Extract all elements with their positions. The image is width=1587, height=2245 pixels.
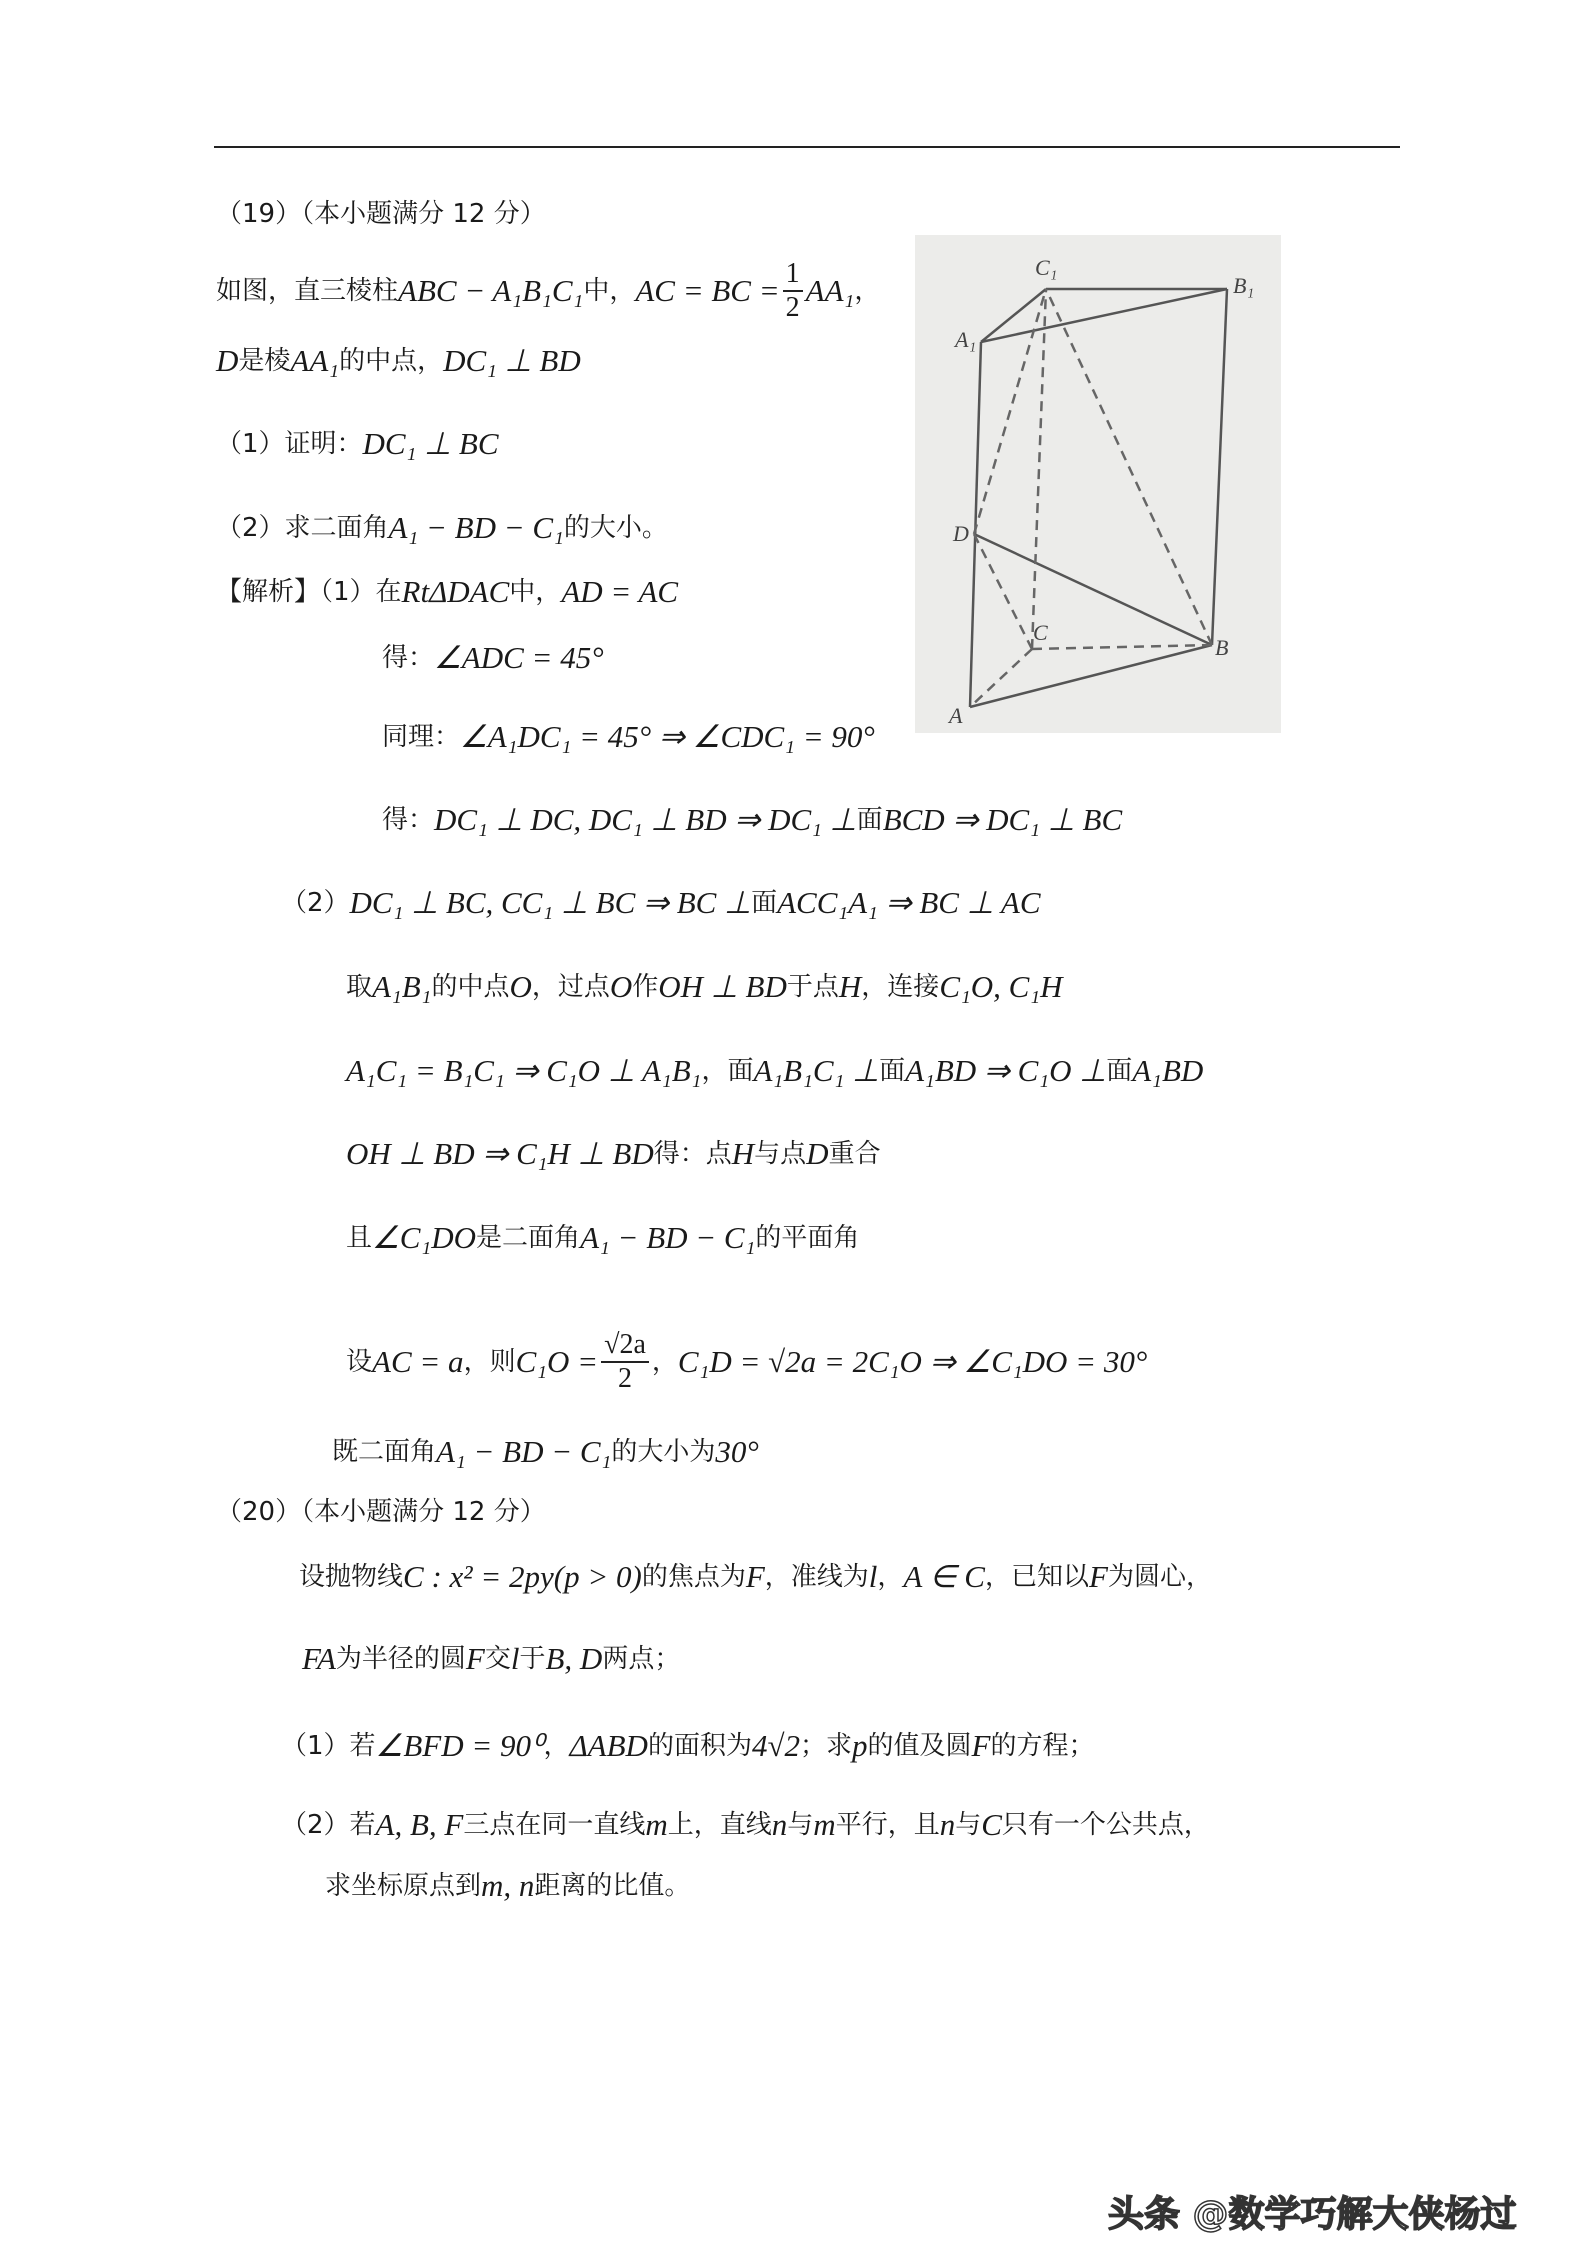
label-a: A — [949, 703, 963, 728]
text-line — [299, 1557, 1212, 1597]
math-expression: DC₁ ⊥ BD — [443, 343, 581, 378]
text-line — [216, 424, 499, 464]
math-expression: H — [838, 969, 862, 1004]
text-line — [216, 508, 668, 548]
math-expression: m, n — [481, 1868, 535, 1903]
text-segment: 同理： — [382, 722, 461, 752]
text-segment: ， — [651, 1347, 678, 1377]
text-segment: 中， — [583, 276, 636, 306]
text-segment: ，已知以 — [984, 1562, 1089, 1592]
math-expression: F — [465, 1641, 485, 1676]
math-expression: RtΔDAC — [401, 574, 510, 609]
text-segment: 的平面角 — [755, 1223, 860, 1253]
math-expression: m — [645, 1807, 668, 1842]
label-c: C — [1033, 620, 1048, 645]
text-segment: （2）求二面角 — [216, 513, 389, 543]
text-segment: 的焦点为 — [641, 1562, 746, 1592]
edge-a1-b1 — [981, 289, 1227, 342]
text-segment: 面 — [751, 888, 778, 918]
fraction-numerator: 1 — [783, 258, 803, 292]
text-segment: 与 — [955, 1810, 982, 1840]
edge-a-b — [970, 645, 1212, 707]
text-segment: 只有一个公共点， — [1001, 1810, 1210, 1840]
text-line — [281, 883, 1041, 923]
text-segment: 平行，且 — [835, 1810, 940, 1840]
text-segment: 为半径的圆 — [335, 1644, 466, 1674]
text-line — [346, 1134, 881, 1174]
text-segment: 的大小为 — [611, 1437, 716, 1467]
math-expression: A, B, F — [375, 1807, 464, 1842]
text-segment: 得： — [382, 643, 435, 673]
math-expression: C : x² = 2py(p > 0) — [403, 1559, 642, 1594]
text-segment: 两点； — [602, 1644, 681, 1674]
text-segment: 既二面角 — [332, 1437, 437, 1467]
math-expression: A₁BD — [1132, 1053, 1204, 1088]
text-line — [302, 1639, 680, 1679]
math-expression: A₁ − BD − C₁ — [580, 1220, 756, 1255]
text-segment: 的面积为 — [647, 1731, 752, 1761]
text-line — [382, 638, 604, 678]
fraction — [601, 1329, 649, 1395]
text-segment: 重合 — [828, 1139, 881, 1169]
text-segment: 如图，直三棱柱 — [216, 276, 399, 306]
text-segment: ，面 — [701, 1056, 754, 1086]
math-expression: D — [806, 1136, 829, 1171]
text-segment: （2）若 — [281, 1810, 376, 1840]
text-segment: 面 — [856, 805, 883, 835]
math-expression: ∠A₁DC₁ = 45° ⇒ ∠CDC₁ = 90° — [460, 719, 875, 754]
math-expression: F — [971, 1728, 991, 1763]
text-segment: 【解析】（1）在 — [216, 577, 402, 607]
text-segment: 且 — [346, 1223, 373, 1253]
text-segment: 为圆心， — [1107, 1562, 1212, 1592]
text-segment: 交 — [484, 1644, 511, 1674]
watermark: 头条 @数学巧解大侠杨过 — [1108, 2194, 1517, 2235]
text-segment: 作 — [632, 972, 659, 1002]
math-expression: A₁ − BD − C₁ — [436, 1434, 612, 1469]
math-expression: DC₁ ⊥ BC — [362, 426, 499, 461]
text-segment: 中， — [509, 577, 562, 607]
text-segment: 的大小。 — [563, 513, 668, 543]
math-expression: C₁D = √2a = 2C₁O ⇒ ∠C₁DO = 30° — [677, 1344, 1148, 1379]
text-line — [382, 717, 875, 757]
math-expression: AA₁ — [805, 273, 855, 308]
text-segment: （19）（本小题满分 12 分） — [216, 199, 546, 229]
math-expression: 4√2 — [751, 1728, 800, 1763]
text-segment: 三点在同一直线 — [463, 1810, 646, 1840]
text-segment: ， — [877, 1562, 904, 1592]
math-expression: DC₁ ⊥ DC, DC₁ ⊥ BD ⇒ DC₁ ⊥ — [434, 802, 857, 837]
text-segment: （20）（本小题满分 12 分） — [216, 1497, 546, 1527]
text-line — [281, 1805, 1210, 1845]
text-line — [216, 341, 581, 381]
text-line — [332, 1432, 759, 1472]
math-expression: H — [731, 1136, 755, 1171]
math-expression: ACC₁A₁ ⇒ BC ⊥ AC — [777, 885, 1041, 920]
fraction-denominator: 2 — [785, 292, 800, 323]
edge-b-c1 — [1046, 289, 1212, 645]
math-expression: ∠ADC = 45° — [434, 640, 604, 675]
text-line — [281, 1726, 1094, 1766]
edge-d-c — [974, 534, 1032, 649]
math-expression: ∠BFD = 90⁰ — [375, 1728, 544, 1763]
text-segment: （1）证明： — [216, 429, 363, 459]
math-expression: F — [745, 1559, 765, 1594]
text-segment: 与 — [787, 1810, 814, 1840]
prism-figure — [915, 235, 1281, 733]
math-expression: BCD ⇒ DC₁ ⊥ BC — [882, 802, 1123, 837]
text-segment: 的方程； — [990, 1731, 1095, 1761]
text-segment: 得：点 — [653, 1139, 732, 1169]
edge-d-c1 — [974, 289, 1046, 534]
math-expression: C — [981, 1807, 1002, 1842]
text-segment: （2） — [281, 888, 350, 918]
fraction-denominator: 2 — [617, 1363, 632, 1394]
edge-d-b — [974, 534, 1212, 645]
text-segment: 的值及圆 — [867, 1731, 972, 1761]
math-expression: n — [771, 1807, 788, 1842]
math-expression: O — [509, 969, 532, 1004]
text-segment: ，连接 — [861, 972, 940, 1002]
text-line — [216, 572, 678, 612]
math-expression: A₁B₁ — [372, 969, 432, 1004]
math-expression: l — [510, 1641, 520, 1676]
label-d: D — [953, 521, 969, 546]
text-segment: 设 — [346, 1347, 373, 1377]
edge-c-c1 — [1032, 289, 1046, 649]
header-rule — [214, 146, 1400, 148]
math-expression: ΔABD — [569, 1728, 648, 1763]
text-line — [382, 800, 1122, 840]
label-a1: A₁ — [955, 327, 977, 352]
math-expression: DC₁ ⊥ BC, CC₁ ⊥ BC ⇒ BC ⊥ — [349, 885, 752, 920]
text-line — [216, 258, 880, 324]
math-expression: m — [813, 1807, 836, 1842]
math-expression: A ∈ C — [903, 1559, 985, 1594]
math-expression: OH ⊥ BD ⇒ C₁H ⊥ BD — [346, 1136, 654, 1171]
text-segment: 与点 — [754, 1139, 807, 1169]
text-segment: 距离的比值。 — [534, 1871, 691, 1901]
text-segment: 求坐标原点到 — [325, 1871, 482, 1901]
math-expression: D — [216, 343, 239, 378]
edge-b1-b — [1212, 289, 1227, 645]
math-expression: n — [939, 1807, 956, 1842]
math-expression: C₁O = — [515, 1344, 599, 1379]
text-segment: 得： — [382, 805, 435, 835]
edge-c-b — [1032, 645, 1212, 649]
label-b1: B₁ — [1233, 273, 1255, 298]
math-expression: AA₁ — [290, 343, 340, 378]
math-expression: O — [609, 969, 633, 1004]
text-segment: 面 — [1106, 1056, 1133, 1086]
text-segment: 是二面角 — [476, 1223, 581, 1253]
text-line — [216, 1492, 546, 1532]
math-expression: 30° — [715, 1434, 759, 1469]
text-line — [346, 1051, 1203, 1091]
label-b: B — [1215, 635, 1229, 660]
text-segment: ，则 — [463, 1347, 516, 1377]
math-expression: A₁ − BD − C₁ — [388, 510, 564, 545]
math-expression: FA — [302, 1641, 336, 1676]
text-line — [325, 1866, 690, 1906]
text-segment: ；求 — [799, 1731, 852, 1761]
text-segment: 取 — [346, 972, 373, 1002]
text-segment: 上，直线 — [667, 1810, 772, 1840]
text-segment: （1）若 — [281, 1731, 376, 1761]
math-expression: A₁BD ⇒ C₁O ⊥ — [905, 1053, 1107, 1088]
math-expression: p — [851, 1728, 868, 1763]
text-line — [346, 1218, 859, 1258]
text-segment: ，过点 — [531, 972, 610, 1002]
math-expression: B, D — [545, 1641, 603, 1676]
math-expression: A₁B₁C₁ ⊥ — [753, 1053, 880, 1088]
math-expression: AC = BC = — [635, 273, 780, 308]
math-expression: AD = AC — [561, 574, 679, 609]
math-expression: C₁O, C₁H — [939, 969, 1063, 1004]
text-segment: 于 — [519, 1644, 546, 1674]
math-expression: A₁C₁ = B₁C₁ ⇒ C₁O ⊥ A₁B₁ — [346, 1053, 702, 1088]
text-segment: ， — [854, 276, 881, 306]
math-expression: OH ⊥ BD — [658, 969, 787, 1004]
text-line — [346, 967, 1063, 1007]
math-expression: ABC − A₁B₁C₁ — [398, 273, 584, 308]
text-segment: 设抛物线 — [299, 1562, 404, 1592]
text-segment: ，准线为 — [764, 1562, 869, 1592]
fraction-numerator: √2a — [601, 1329, 649, 1363]
math-expression: F — [1089, 1559, 1108, 1594]
text-segment: 于点 — [786, 972, 839, 1002]
text-segment: 的中点 — [431, 972, 510, 1002]
math-expression: l — [868, 1559, 878, 1594]
text-segment: 是棱 — [238, 346, 291, 376]
text-line — [216, 194, 546, 234]
text-segment: ， — [543, 1731, 570, 1761]
label-c1: C₁ — [1035, 255, 1058, 280]
text-line — [346, 1329, 1147, 1395]
fraction — [783, 258, 803, 324]
math-expression: AC = a — [372, 1344, 464, 1379]
math-expression: ∠C₁DO — [372, 1220, 477, 1255]
text-segment: 面 — [879, 1056, 906, 1086]
text-segment: 的中点， — [339, 346, 444, 376]
